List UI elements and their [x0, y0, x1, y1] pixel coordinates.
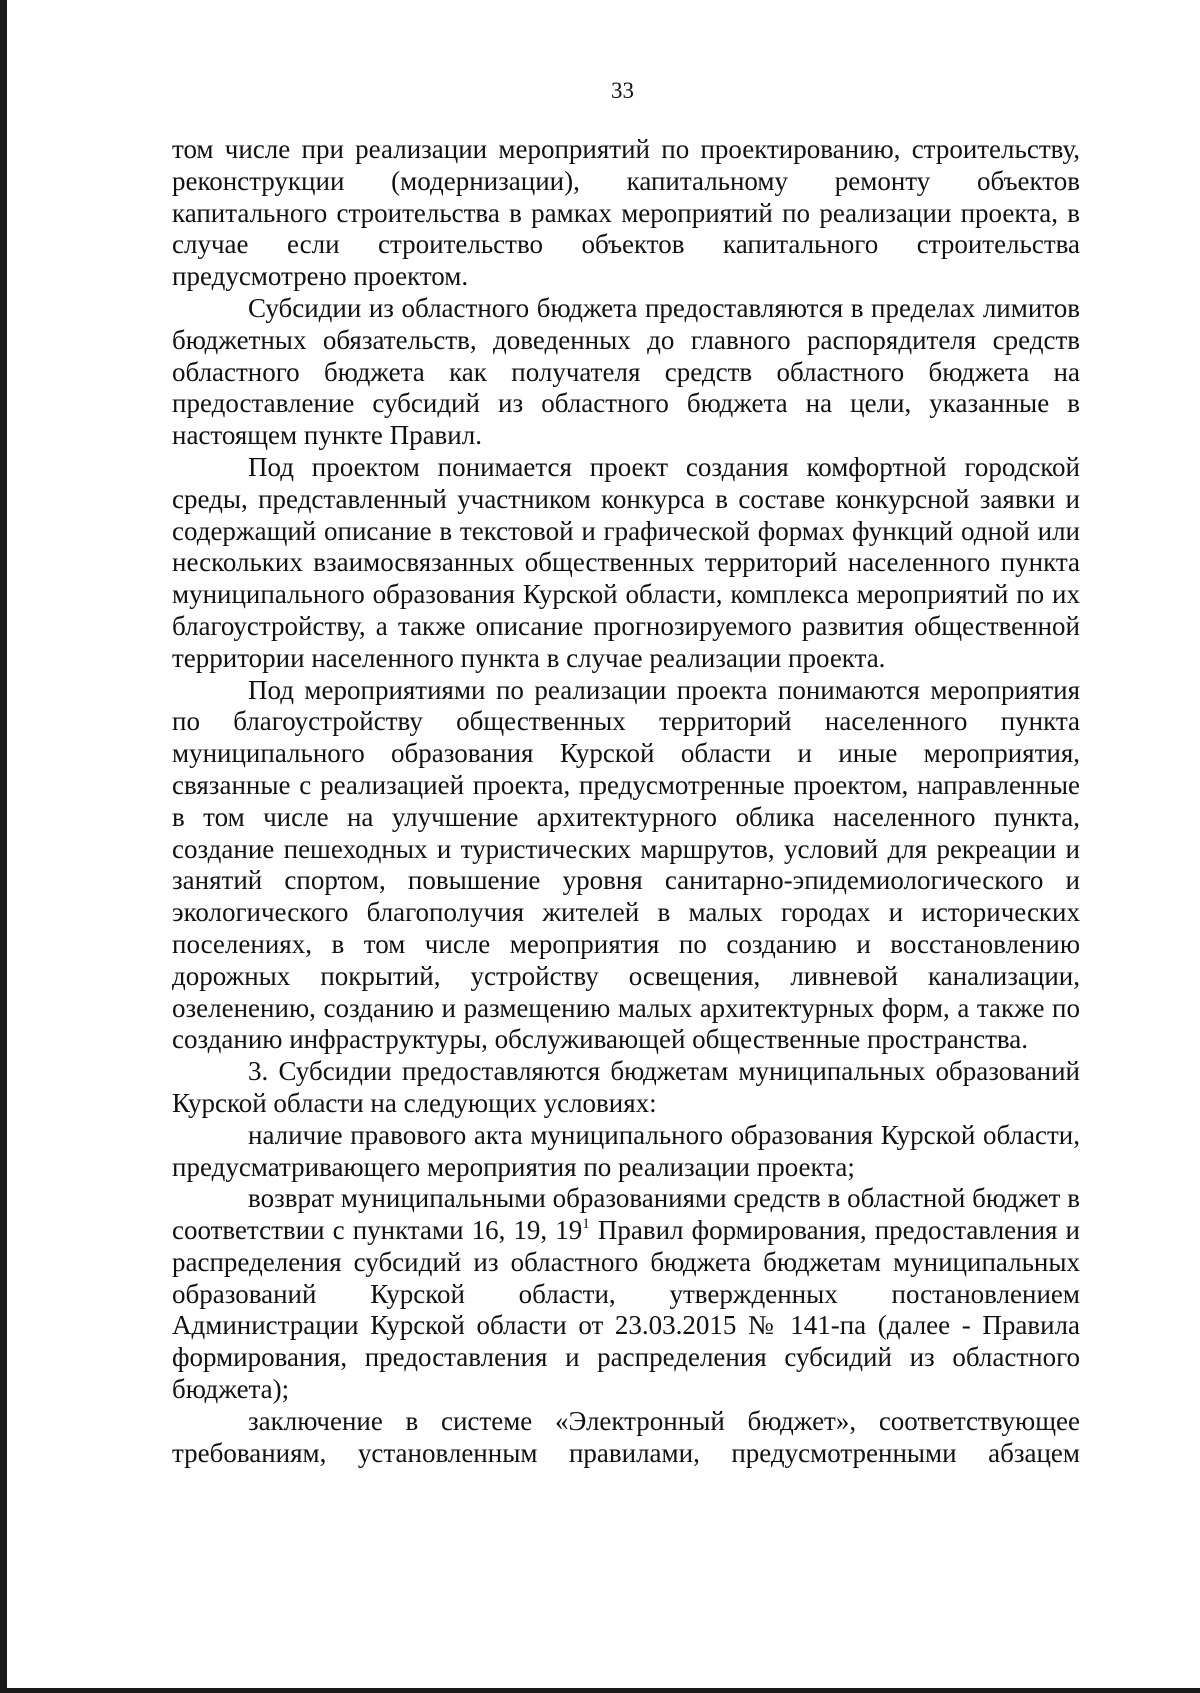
document-body [172, 134, 1080, 1469]
paragraph-agreement-condition: заключение в системе «Электронный бюджет», соответствующее требованиям, установленным правилами, предусмотренными абзацем [172, 1405, 1080, 1468]
paragraph-continuation: том числе при реализации мероприятий по проектированию, строительству, реконструкции (модернизации), капитальному ремонту объектов капитального строительства в рамках мероприятий по реализации проекта, в случае если строительство объектов капитального строительства предусмотрено проектом. [172, 134, 1080, 292]
paragraph-section-3: 3. Субсидии предоставляются бюджетам муниципальных образований Курской области на следующих условиях: [172, 1056, 1080, 1118]
scan-border-left [0, 0, 7, 1693]
refund-text-before: возврат муниципальными образованиями средств в областной бюджет в соответствии с пунктами 16, 19, 19 [172, 1183, 1080, 1246]
scan-border-bottom [0, 1688, 1200, 1693]
refund-text-after: Правил формирования, предоставления и распределения субсидий из областного бюджета бюджетам муниципальных образований Курской области, утвержденных постановлением Администрации Курской области от 23.03.2015 № 141-па (далее - Правила формирования, предоставления и распределения субсидий из областного бюджета); [172, 1215, 1081, 1405]
paragraph-project-measures: Под мероприятиями по реализации проекта понимаются мероприятия по благоустройству общественных территорий населенного пункта муниципального образования Курской области и иные мероприятия, связанные с реализацией проекта, предусмотренные проектом, направленные в том числе на улучшение архитектурного облика населенного пункта, создание пешеходных и туристических маршрутов, условий для рекреации и занятий спортом, повышение уровня санитарно-эпидемиологического и экологического благополучия жителей в малых городах и исторических поселениях, в том числе мероприятия по созданию и восстановлению дорожных покрытий, устройству освещения, ливневой канализации, озеленению, созданию и размещению малых архитектурных форм, а также по созданию инфраструктуры, обслуживающей общественные пространства. [172, 674, 1080, 1055]
paragraph-project-definition: Под проектом понимается проект создания комфортной городской среды, представленный участником конкурса в составе конкурсной заявки и содержащий описание в текстовой и графической формах функций одной или нескольких взаимосвязанных общественных территорий населенного пункта муниципального образования Курской области, комплекса мероприятий по их благоустройству, а также описание прогнозируемого развития общественной территории населенного пункта в случае реализации проекта. [172, 451, 1080, 673]
paragraph-subsidy-limits: Субсидии из областного бюджета предоставляются в пределах лимитов бюджетных обязательств, доведенных до главного распорядителя средств областного бюджета как получателя средств областного бюджета на предоставление субсидий из областного бюджета на цели, указанные в настоящем пункте Правил. [172, 292, 1080, 451]
superscript-marker: 1 [582, 1216, 590, 1233]
page-number: 33 [611, 78, 634, 103]
paragraph-refund-condition [172, 1183, 1080, 1406]
paragraph-legal-act-condition: наличие правового акта муниципального образования Курской области, предусматривающего мероприятия по реализации проекта; [172, 1119, 1080, 1182]
